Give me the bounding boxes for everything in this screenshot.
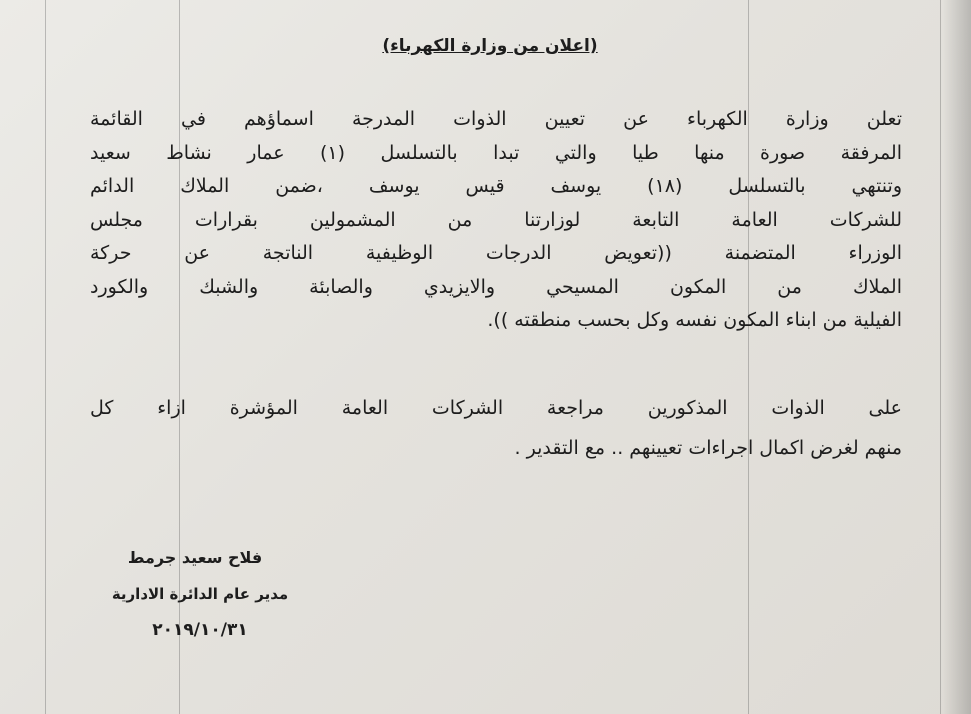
- paper-fold-line: [45, 0, 46, 714]
- document-date: ٢٠١٩/١٠/٣١: [152, 620, 248, 640]
- paper-fold-line: [940, 0, 941, 714]
- announcement-body: [90, 103, 902, 338]
- announcement-title: (اعلان من وزارة الكهرباء): [382, 36, 598, 56]
- signatory-position: مدير عام الدائرة الادارية: [111, 585, 289, 603]
- body-line: المرفقة صورة منها طيا والتي تبدا بالتسلسل (١) عمار نشاط سعيد: [90, 141, 902, 164]
- body-line: للشركات العامة التابعة لوزارتنا من المشمولين بقرارات مجلس: [90, 208, 902, 231]
- body-line: وتنتهي بالتسلسل (١٨) يوسف قيس يوسف ،ضمن الملاك الدائم: [90, 175, 902, 197]
- signatory-name: فلاح سعيد جرمط: [127, 548, 263, 567]
- page-edge-shadow: [943, 0, 971, 714]
- body-line: الوزراء المتضمنة ((تعويض الدرجات الوظيفية الناتجة عن حركة: [90, 242, 902, 264]
- closing-paragraph: [90, 388, 902, 468]
- body-line: تعلن وزارة الكهرباء عن تعيين الذوات المدرجة اسماؤهم في القائمة: [90, 108, 902, 130]
- closing-line: على الذوات المذكورين مراجعة الشركات العامة المؤشرة ازاء كل: [90, 397, 902, 419]
- body-line: الفيلية من ابناء المكون نفسه وكل بحسب منطقته )).: [487, 309, 902, 331]
- body-line: الملاك من المكون المسيحي والايزيدي والصابئة والشبك والكورد: [90, 275, 902, 298]
- closing-line: منهم لغرض اكمال اجراءات تعيينهم .. مع التقدير .: [514, 437, 902, 459]
